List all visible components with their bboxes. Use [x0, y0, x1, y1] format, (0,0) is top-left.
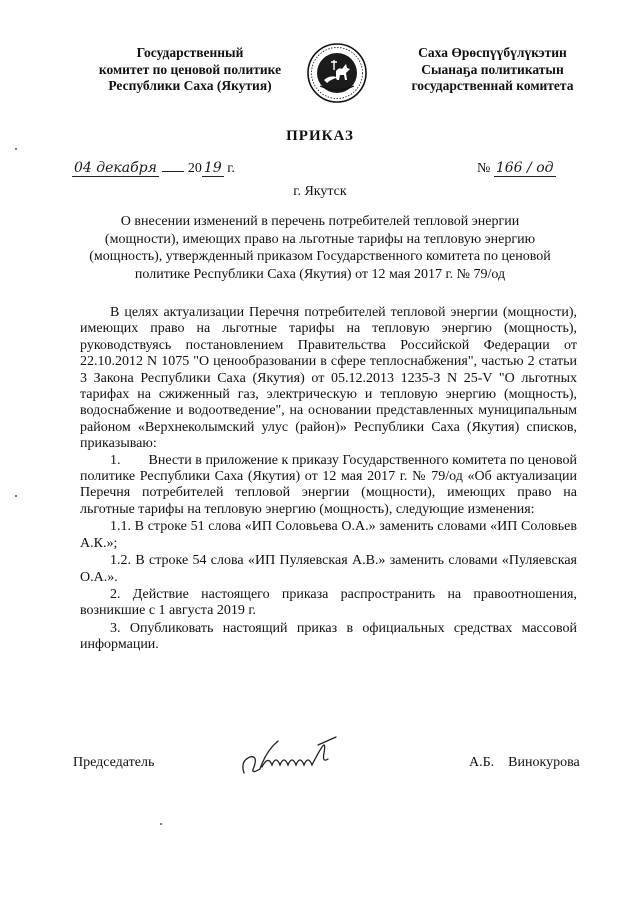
- order-number: [477, 160, 556, 177]
- issuer-name-yakut: [385, 45, 600, 95]
- handwritten-date: 04 декабря: [74, 160, 157, 176]
- item-3: 3. Опубликовать настоящий приказ в официальных средствах массовой информации.: [80, 620, 577, 653]
- scan-speck: [160, 823, 162, 825]
- scan-speck: [15, 495, 17, 497]
- preamble-paragraph: В целях актуализации Перечня потребителей тепловой энергии (мощности), имеющих право на льготные тарифы на тепловую энергию (мощность), руководствуясь постановлением Правительства Российской Федерации от 22.10.2012 N 1075 "О ценообразовании в сфере теплоснабжения", частью 2 статьи 3 Закона Республики Саха (Якутия) от 05.12.2013 1235-З N 25-V "О льготных тарифах на сжиженный газ, электрическую и тепловую энергию (мощность), водоснабжение и водоотведение", на основании представленных муниципальным районом «Верхнеколымский улус (район)» Республики Саха (Якутия) списков, приказываю:: [80, 305, 577, 452]
- signatory-role: Председатель: [73, 755, 155, 770]
- item-1-1: 1.1. В строке 51 слова «ИП Соловьева О.А.» заменить словами «ИП Соловьев А.К.»;: [80, 519, 577, 551]
- order-body: [80, 305, 577, 654]
- order-subject: [82, 213, 558, 283]
- document-title: ПРИКАЗ: [286, 128, 354, 144]
- number-sign: №: [477, 161, 491, 176]
- subject-line: (мощности), имеющих право на льготные тарифы на тепловую энергию: [104, 231, 536, 247]
- year-suffix: г.: [227, 161, 235, 176]
- yakutia-coat-of-arms-icon: [306, 42, 368, 104]
- handwritten-signature: [238, 733, 343, 783]
- signatory-name: А.Б. Винокурова: [469, 755, 580, 770]
- issuer-line: Сыанаҕа политикатын: [421, 61, 564, 77]
- item-2: 2. Действие настоящего приказа распространить на правоотношения, возникшие с 1 августа 2019 г.: [80, 586, 577, 619]
- item-1-2: 1.2. В строке 54 слова «ИП Пуляевская А.В.» заменить словами «Пуляевская О.А.».: [80, 553, 577, 585]
- issuer-line: комитет по ценовой политике: [98, 61, 282, 77]
- issuer-line: Республики Саха (Якутия): [108, 78, 272, 93]
- handwritten-year: 19: [203, 160, 222, 176]
- scan-speck: [15, 148, 17, 150]
- subject-line: политике Республики Саха (Якутия) от 12 мая 2017 г. № 79/од: [134, 266, 506, 282]
- city: г. Якутск: [293, 184, 347, 199]
- issuer-line: Государственный: [136, 45, 244, 60]
- issuer-line: Саха Өрөспүүбүлүкэтин: [418, 45, 567, 60]
- handwritten-number: 166 / од: [495, 160, 554, 176]
- issuer-name-russian: [70, 45, 310, 95]
- year-prefix: 20: [187, 161, 202, 176]
- order-date: [72, 160, 235, 177]
- subject-line: (мощность), утвержденный приказом Государственного комитета по ценовой: [89, 249, 551, 264]
- subject-line: О внесении изменений в перечень потребителей тепловой энергии: [120, 214, 520, 229]
- issuer-line: государственнай комитета: [411, 78, 574, 93]
- item-1: 1. Внести в приложение к приказу Государственного комитета по ценовой политике Республики Саха (Якутия) от 12 мая 2017 г. № 79/од «Об актуализации Перечня потребителей тепловой энергии (мощности), имеющих право на льготные тарифы на тепловую энергию (мощность), следующие изменения:: [80, 452, 577, 517]
